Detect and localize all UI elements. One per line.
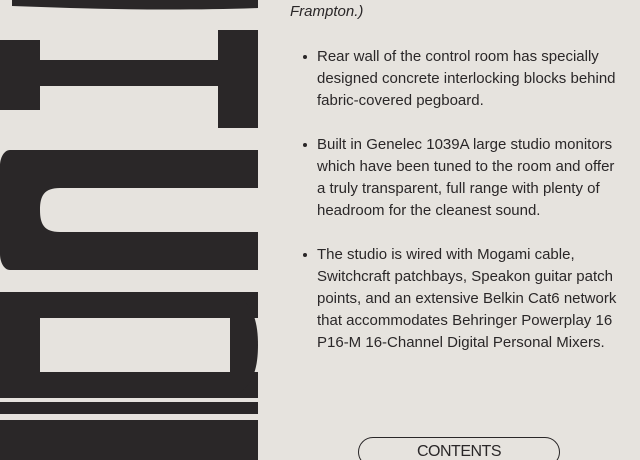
feature-bullet-list [317, 46, 622, 376]
list-item: Built in Genelec 1039A large studio monitors which have been tuned to the room and offer a truly transparent, full range with plenty of headroom for the cleanest sound. [317, 134, 622, 222]
list-item: Rear wall of the control room has specially designed concrete interlocking blocks behind fabric-covered pegboard. [317, 46, 622, 112]
studio-decorative-lettering [0, 0, 270, 460]
intro-tail-text: Frampton.) [290, 3, 364, 20]
contents-button[interactable]: CONTENTS [358, 437, 560, 460]
list-item: The studio is wired with Mogami cable, Switchcraft patchbays, Speakon guitar patch points, and an extensive Belkin Cat6 network that accommodates Behringer Powerplay 16 P16-M 16-Channel Digital Personal Mixers. [317, 244, 622, 354]
studio-lettering-graphic [0, 0, 270, 460]
